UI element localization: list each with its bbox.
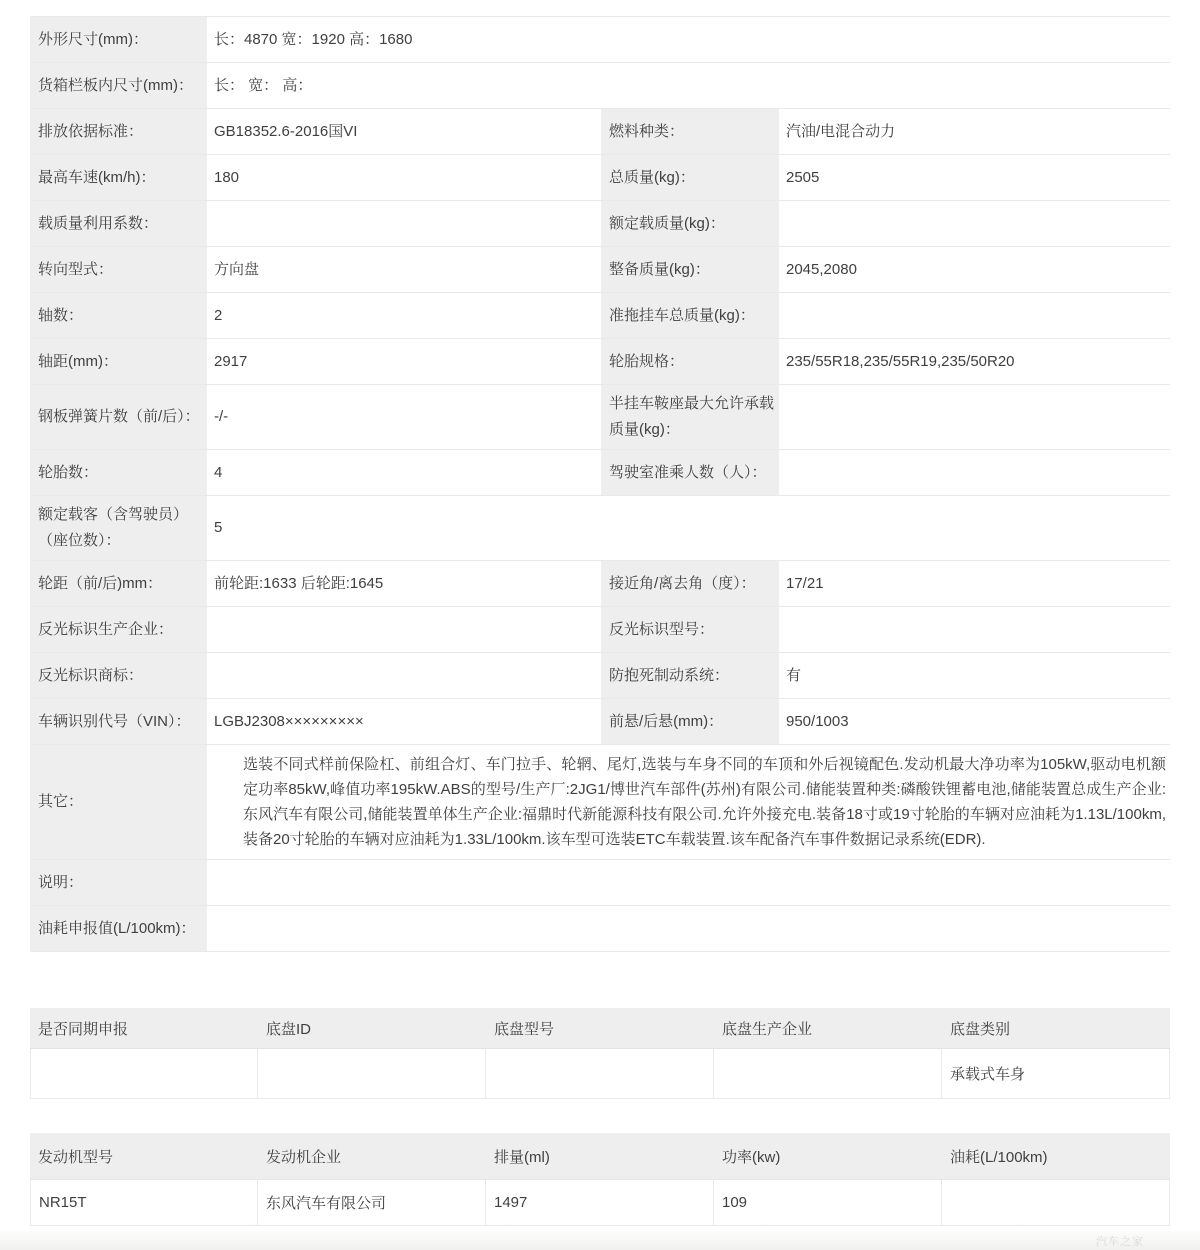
spec-value: GB18352.6-2016国VI [207,109,601,154]
chassis-header-row [30,1008,1170,1049]
spec-row [30,385,1170,450]
spec-value [207,653,601,698]
spec-label: 转向型式： [30,247,207,292]
spec-row [30,450,1170,496]
spec-label: 前悬/后悬(mm)： [601,699,779,744]
spec-value [207,906,1170,951]
spec-value: 长：4870 宽：1920 高：1680 [207,17,1170,62]
engine-table [30,1133,1170,1226]
spec-value [207,201,601,246]
page-footer-band [0,1231,1200,1250]
spec-value [779,293,1170,338]
spec-label: 排放依据标准： [30,109,207,154]
spec-row [30,155,1170,201]
spec-label: 说明： [30,860,207,905]
spec-row [30,63,1170,109]
spec-value: 4 [207,450,601,495]
spec-row [30,860,1170,906]
spec-label: 轴距(mm)： [30,339,207,384]
spec-label: 轮胎规格： [601,339,779,384]
spec-label: 最高车速(km/h)： [30,155,207,200]
chassis-cell: 承载式车身 [942,1049,1170,1099]
chassis-header: 底盘型号 [494,1020,555,1038]
chassis-data-row [30,1049,1170,1099]
spec-label: 燃料种类： [601,109,779,154]
spec-value: LGBJ2308××××××××× [207,699,601,744]
spec-label: 额定载客（含驾驶员）（座位数）： [30,496,207,560]
spec-label: 外形尺寸(mm)： [30,17,207,62]
chassis-cell [714,1049,942,1099]
spec-label: 车辆识别代号（VIN）： [30,699,207,744]
vehicle-spec-table [30,16,1170,952]
spec-row [30,109,1170,155]
spec-label: 驾驶室准乘人数（人）： [601,450,779,495]
chassis-cell [30,1049,258,1099]
spec-value: 2 [207,293,601,338]
spec-label: 轮距（前/后)mm： [30,561,207,606]
spec-value [207,860,1170,905]
engine-header-row [30,1133,1170,1180]
spec-label: 反光标识型号： [601,607,779,652]
engine-cell: NR15T [30,1180,258,1226]
spec-row [30,607,1170,653]
spec-row [30,293,1170,339]
spec-value [779,450,1170,495]
spec-label: 半挂车鞍座最大允许承载质量(kg)： [601,385,779,449]
chassis-cell [258,1049,486,1099]
spec-value [779,201,1170,246]
spec-label: 准拖挂车总质量(kg)： [601,293,779,338]
spec-value [779,385,1170,449]
chassis-header: 是否同期申报 [38,1020,129,1038]
spec-row [30,745,1170,860]
spec-label: 轴数： [30,293,207,338]
spec-label: 额定载质量(kg)： [601,201,779,246]
spec-value: 长： 宽： 高： [207,63,1170,108]
spec-row [30,247,1170,293]
spec-label: 货箱栏板内尺寸(mm)： [30,63,207,108]
spec-row [30,496,1170,561]
engine-cell: 1497 [486,1180,714,1226]
chassis-header: 底盘ID [266,1020,312,1038]
spec-label: 防抱死制动系统： [601,653,779,698]
spec-value: 17/21 [779,561,1170,606]
spec-label: 油耗申报值(L/100km)： [30,906,207,951]
spec-value [779,607,1170,652]
spec-label: 反光标识生产企业： [30,607,207,652]
spec-label: 载质量利用系数： [30,201,207,246]
spec-value: 有 [779,653,1170,698]
spec-label: 轮胎数： [30,450,207,495]
spec-label: 反光标识商标： [30,653,207,698]
chassis-header: 底盘类别 [950,1020,1011,1038]
spec-value: 180 [207,155,601,200]
spec-row [30,561,1170,607]
engine-cell: 109 [714,1180,942,1226]
spec-label: 接近角/离去角（度）： [601,561,779,606]
spec-value: 2505 [779,155,1170,200]
engine-cell: 东风汽车有限公司 [258,1180,486,1226]
spec-row [30,17,1170,63]
spec-value: 2917 [207,339,601,384]
chassis-table [30,1008,1170,1099]
spec-label: 整备质量(kg)： [601,247,779,292]
spec-row [30,653,1170,699]
spec-value: 5 [207,496,1170,560]
engine-cell [942,1180,1170,1226]
spec-row [30,906,1170,952]
spec-value: 选装不同式样前保险杠、前组合灯、车门拉手、轮辋、尾灯,选装与车身不同的车顶和外后视镜配色.发动机最大净功率为105kW,驱动电机额定功率85kW,峰值功率195kW.ABS的型号/生产厂:2JG1/博世汽车部件(苏州)有限公司.储能装置种类:磷酸铁锂蓄电池,储能装置总成生产企业:东风汽车有限公司,储能装置单体生产企业:福鼎时代新能源科技有限公司.允许外接充电.装备18寸或19寸轮胎的车辆对应油耗为1.13L/100km,装备20寸轮胎的车辆对应油耗为1.33L/100km.该车型可选装ETC车载装置.该车配备汽车事件数据记录系统(EDR). [207,745,1170,859]
spec-value: 方向盘 [207,247,601,292]
engine-header: 排量(ml) [494,1148,550,1166]
spec-value: 235/55R18,235/55R19,235/50R20 [779,339,1170,384]
chassis-header: 底盘生产企业 [722,1020,813,1038]
engine-header: 功率(kw) [722,1148,781,1166]
spec-value: 950/1003 [779,699,1170,744]
spec-value: 前轮距:1633 后轮距:1645 [207,561,601,606]
spec-label: 总质量(kg)： [601,155,779,200]
engine-data-row [30,1180,1170,1226]
spec-value [207,607,601,652]
spec-label: 钢板弹簧片数（前/后）： [30,385,207,449]
spec-row [30,699,1170,745]
spec-value: 汽油/电混合动力 [779,109,1170,154]
engine-header: 发动机型号 [38,1148,114,1166]
engine-header: 油耗(L/100km) [950,1148,1048,1166]
chassis-cell [486,1049,714,1099]
spec-value: -/- [207,385,601,449]
spec-value: 2045,2080 [779,247,1170,292]
spec-label: 其它： [30,745,207,859]
spec-row [30,201,1170,247]
spec-row [30,339,1170,385]
engine-header: 发动机企业 [266,1148,342,1166]
watermark: 汽车之家 [1096,1236,1144,1248]
